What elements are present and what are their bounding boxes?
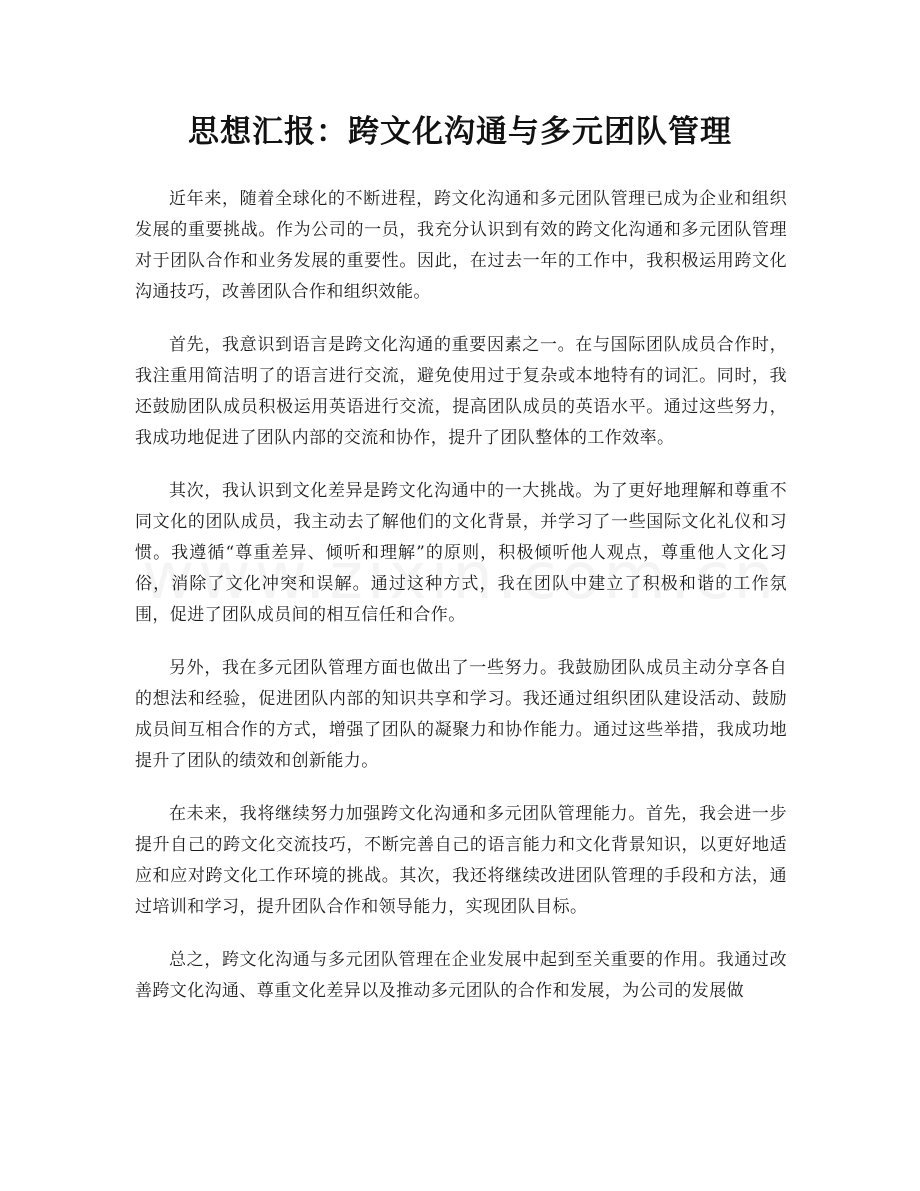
paragraph-intro: 近年来，随着全球化的不断进程，跨文化沟通和多元团队管理已成为企业和组织发展的重要挑战。作为公司的一员，我充分认识到有效的跨文化沟通和多元团队管理对于团队合作和业务发展的重要性。因此，在过去一年的工作中，我积极运用跨文化沟通技巧，改善团队合作和组织效能。 (135, 189, 787, 302)
paragraph-language: 首先，我意识到语言是跨文化沟通的重要因素之一。在与国际团队成员合作时，我注重用简洁明了的语言进行交流，避免使用过于复杂或本地特有的词汇。同时，我还鼓励团队成员积极运用英语进行交流，提高团队成员的英语水平。通过这些努力，我成功地促进了团队内部的交流和协作，提升了团队整体的工作效率。 (135, 335, 787, 448)
document-title: 思想汇报：跨文化沟通与多元团队管理 (188, 114, 732, 150)
paragraph-team-management: 另外，我在多元团队管理方面也做出了一些努力。我鼓励团队成员主动分享各自的想法和经验，促进团队内部的知识共享和学习。我还通过组织团队建设活动、鼓励成员间互相合作的方式，增强了团队的凝聚力和协作能力。通过这些举措，我成功地提升了团队的绩效和创新能力。 (135, 658, 787, 771)
paragraph-culture: 其次，我认识到文化差异是跨文化沟通中的一大挑战。为了更好地理解和尊重不同文化的团队成员，我主动去了解他们的文化背景，并学习了一些国际文化礼仪和习惯。我遵循“尊重差异、倾听和理解”的原则，积极倾听他人观点，尊重他人文化习俗，消除了文化冲突和误解。通过这种方式，我在团队中建立了积极和谐的工作氛围，促进了团队成员间的相互信任和合作。 (135, 481, 787, 625)
paragraph-future: 在未来，我将继续努力加强跨文化沟通和多元团队管理能力。首先，我会进一步提升自己的跨文化交流技巧，不断完善自己的语言能力和文化背景知识，以更好地适应和应对跨文化工作环境的挑战。其次，我还将继续改进团队管理的手段和方法，通过培训和学习，提升团队合作和领导能力，实现团队目标。 (135, 804, 787, 917)
document-body (135, 184, 787, 1029)
paragraph-conclusion: 总之，跨文化沟通与多元团队管理在企业发展中起到至关重要的作用。我通过改善跨文化沟通、尊重文化差异以及推动多元团队的合作和发展，为公司的发展做 (135, 950, 787, 1001)
